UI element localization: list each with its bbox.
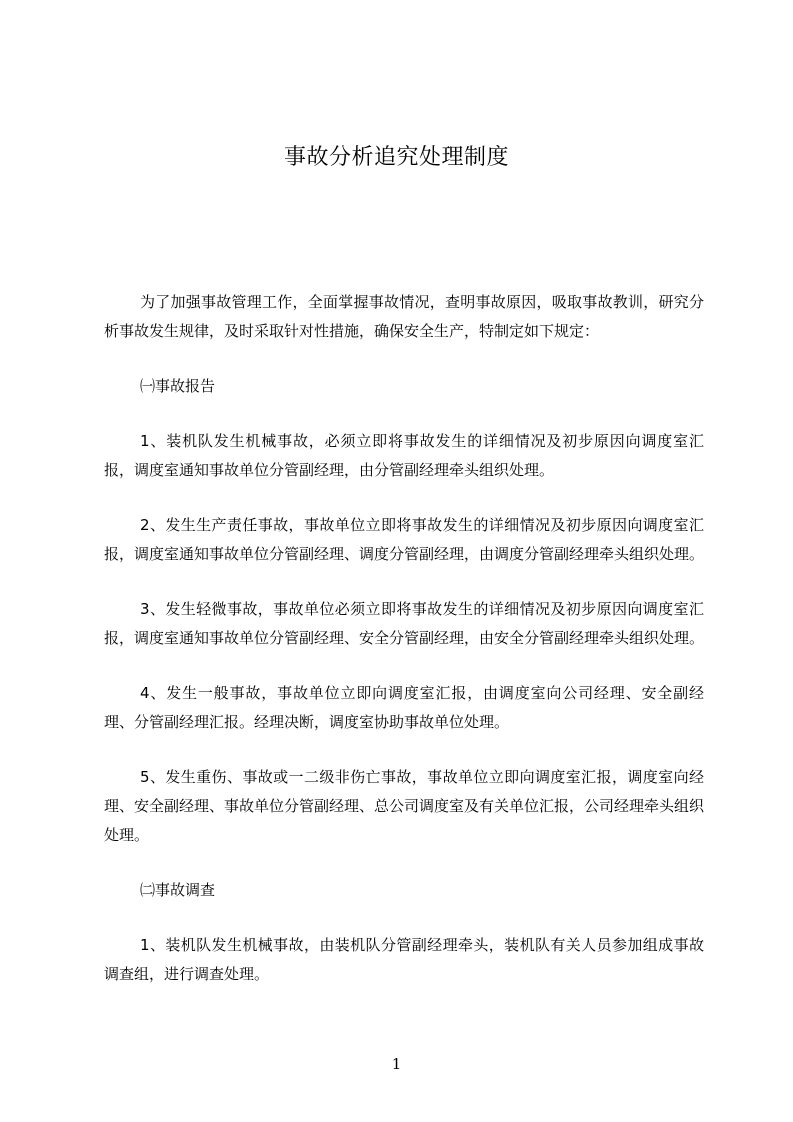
report-item-1: 1、装机队发生机械事故，必须立即将事故发生的详细情况及初步原因向调度室汇报，调度室通知事故单位分管副经理，由分管副经理牵头组织处理。 [104,432,704,479]
section-heading-investigation: ㈡事故调查 [140,881,216,899]
report-item-2: 2、发生生产责任事故，事故单位立即将事故发生的详细情况及初步原因向调度室汇报，调度室通知事故单位分管副经理、调度分管副经理，由调度分管副经理牵头组织处理。 [104,516,705,563]
page-number: 1 [391,1055,402,1073]
intro-paragraph: 为了加强事故管理工作，全面掌握事故情况，查明事故原因，吸取事故教训，研究分析事故发生规律，及时采取针对性措施，确保安全生产，特制定如下规定： [104,293,704,340]
report-item-3: 3、发生轻微事故，事故单位必须立即将事故发生的详细情况及初步原因向调度室汇报，调度室通知事故单位分管副经理、安全分管副经理，由安全分管副经理牵头组织处理。 [104,600,705,647]
section-heading-report: ㈠事故报告 [140,377,216,395]
report-item-4: 4、发生一般事故，事故单位立即向调度室汇报，由调度室向公司经理、安全副经理、分管副经理汇报。经理决断，调度室协助事故单位处理。 [104,684,704,731]
document-body [104,288,704,1015]
document-title: 事故分析追究处理制度 [283,145,509,170]
report-item-5: 5、发生重伤、事故或一二级非伤亡事故，事故单位立即向调度室汇报，调度室向经理、安全副经理、事故单位分管副经理、总公司调度室及有关单位汇报，公司经理牵头组织处理。 [104,768,705,844]
investigation-item-1: 1、装机队发生机械事故，由装机队分管副经理牵头，装机队有关人员参加组成事故调查组，进行调查处理。 [104,936,704,983]
